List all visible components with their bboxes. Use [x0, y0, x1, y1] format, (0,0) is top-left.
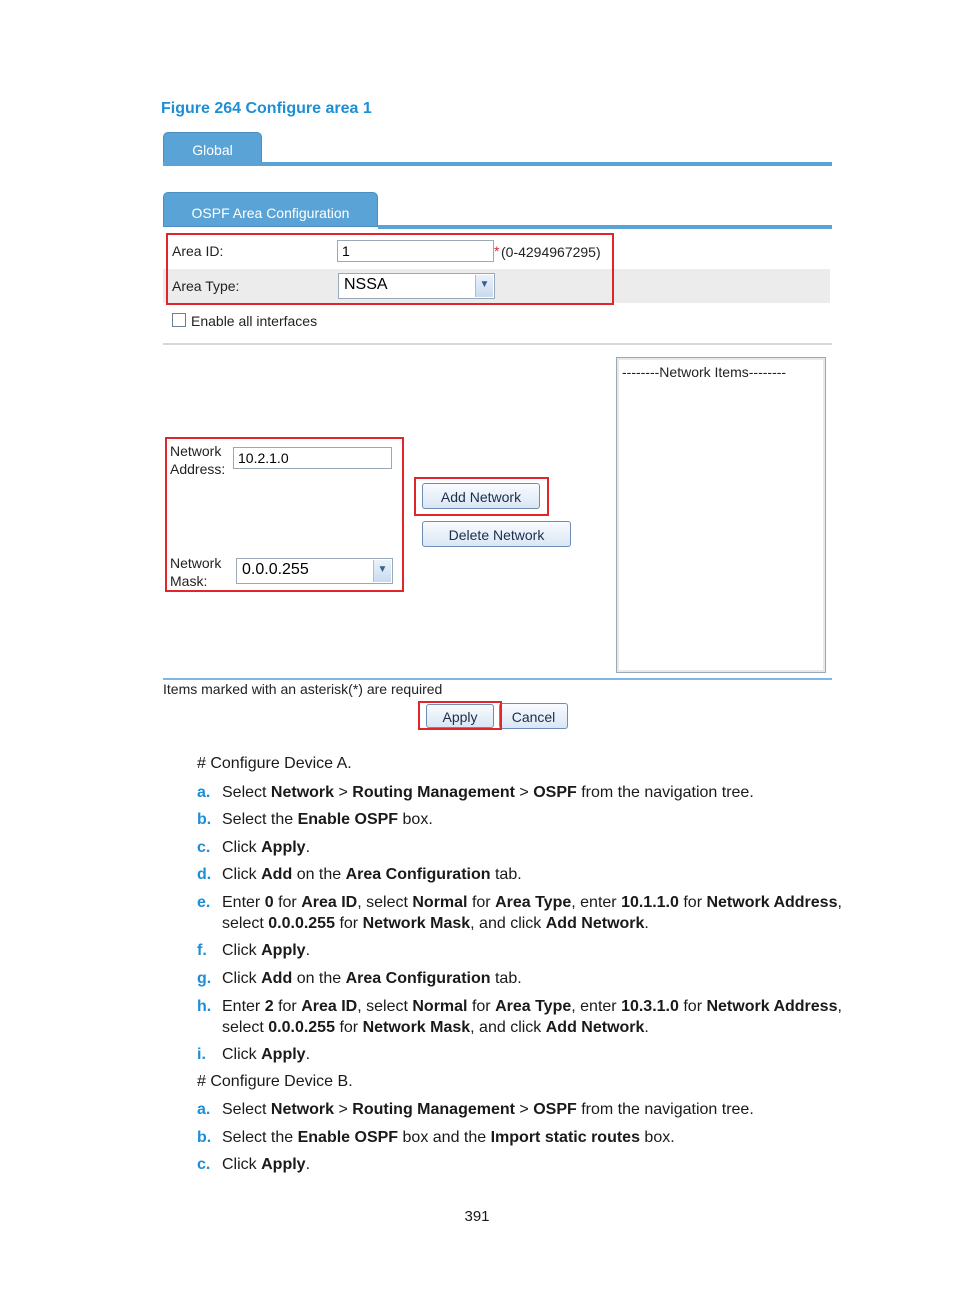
step-text: Select the Enable OSPF box.: [222, 811, 433, 828]
step-letter: d.: [197, 866, 212, 883]
delete-network-button[interactable]: Delete Network: [422, 521, 571, 547]
step-letter: i.: [197, 1046, 206, 1063]
tab-global[interactable]: [163, 132, 262, 164]
area-type-selected: NSSA: [344, 276, 388, 293]
network-items-header: --------Network Items--------: [622, 364, 787, 380]
figure-caption: Figure 264 Configure area 1: [161, 100, 372, 117]
step-text: Click Add on the Area Configuration tab.: [222, 866, 522, 883]
area-id-range: (0-4294967295): [501, 244, 601, 260]
step-text: Click Apply.: [222, 942, 311, 959]
step-text: Select Network > Routing Management > OSPF from the navigation tree.: [222, 784, 754, 801]
step-letter: c.: [197, 839, 211, 856]
step-text: Click Apply.: [222, 1156, 311, 1173]
network-mask-label-line2: Mask:: [170, 573, 208, 589]
enable-all-interfaces-label: Enable all interfaces: [191, 313, 318, 329]
form-bottom-rule: [163, 678, 832, 680]
add-network-button[interactable]: Add Network: [422, 483, 540, 509]
step-letter: b.: [197, 1129, 212, 1146]
highlight-area-fields: [166, 233, 614, 305]
step-text: Enter 2 for Area ID, select Normal for Area Type, enter 10.3.1.0 for Network Address, select 0.0.0.255 for Network Mask, and click Add Network.: [222, 998, 842, 1036]
network-mask-label-line1: Network: [170, 555, 222, 571]
ospf-tab-rule: [378, 225, 832, 229]
network-items-list[interactable]: [616, 357, 826, 673]
global-tab-rule: [163, 162, 832, 166]
network-address-label-line1: Network: [170, 443, 222, 459]
device-a-heading: # Configure Device A.: [197, 755, 352, 772]
step-letter: h.: [197, 998, 212, 1015]
step-letter: b.: [197, 811, 212, 828]
step-text: Enter 0 for Area ID, select Normal for Area Type, enter 10.1.1.0 for Network Address, select 0.0.0.255 for Network Mask, and click Add Network.: [222, 894, 842, 932]
device-b-heading: # Configure Device B.: [197, 1073, 353, 1090]
tab-ospf-area-configuration[interactable]: [163, 192, 378, 227]
step-text: Click Apply.: [222, 839, 311, 856]
step-letter: e.: [197, 894, 211, 911]
highlight-apply: [418, 701, 502, 730]
network-address-label-line2: Address:: [170, 461, 226, 477]
network-address-input[interactable]: 10.2.1.0: [233, 447, 392, 469]
step-text: Select the Enable OSPF box and the Import static routes box.: [222, 1129, 675, 1146]
cancel-button[interactable]: Cancel: [499, 703, 568, 729]
network-mask-label: [170, 554, 221, 590]
required-note: Items marked with an asterisk(*) are required: [163, 681, 443, 697]
step-letter: a.: [197, 784, 211, 801]
network-address-label: [170, 442, 225, 478]
network-mask-select[interactable]: [236, 558, 393, 584]
chevron-down-icon: ▼: [475, 275, 493, 297]
tab-ospf-area-label: OSPF Area Configuration: [191, 205, 350, 221]
network-mask-selected: 0.0.0.255: [242, 561, 309, 578]
step-text: Select Network > Routing Management > OSPF from the navigation tree.: [222, 1101, 754, 1118]
step-letter: a.: [197, 1101, 211, 1118]
chevron-down-icon: ▼: [373, 560, 391, 582]
tab-global-label: Global: [192, 142, 233, 158]
step-letter: g.: [197, 970, 212, 987]
enable-all-interfaces-checkbox[interactable]: [172, 313, 186, 327]
section-divider: [163, 343, 832, 345]
apply-button[interactable]: Apply: [426, 704, 494, 728]
step-text: Click Apply.: [222, 1046, 311, 1063]
required-asterisk: *: [494, 243, 500, 259]
page-number: 391: [464, 1208, 490, 1225]
area-type-label: Area Type:: [172, 278, 240, 294]
area-id-label: Area ID:: [172, 243, 224, 259]
step-letter: f.: [197, 942, 207, 959]
step-text: Click Add on the Area Configuration tab.: [222, 970, 522, 987]
area-id-input[interactable]: 1: [337, 240, 494, 262]
step-letter: c.: [197, 1156, 211, 1173]
